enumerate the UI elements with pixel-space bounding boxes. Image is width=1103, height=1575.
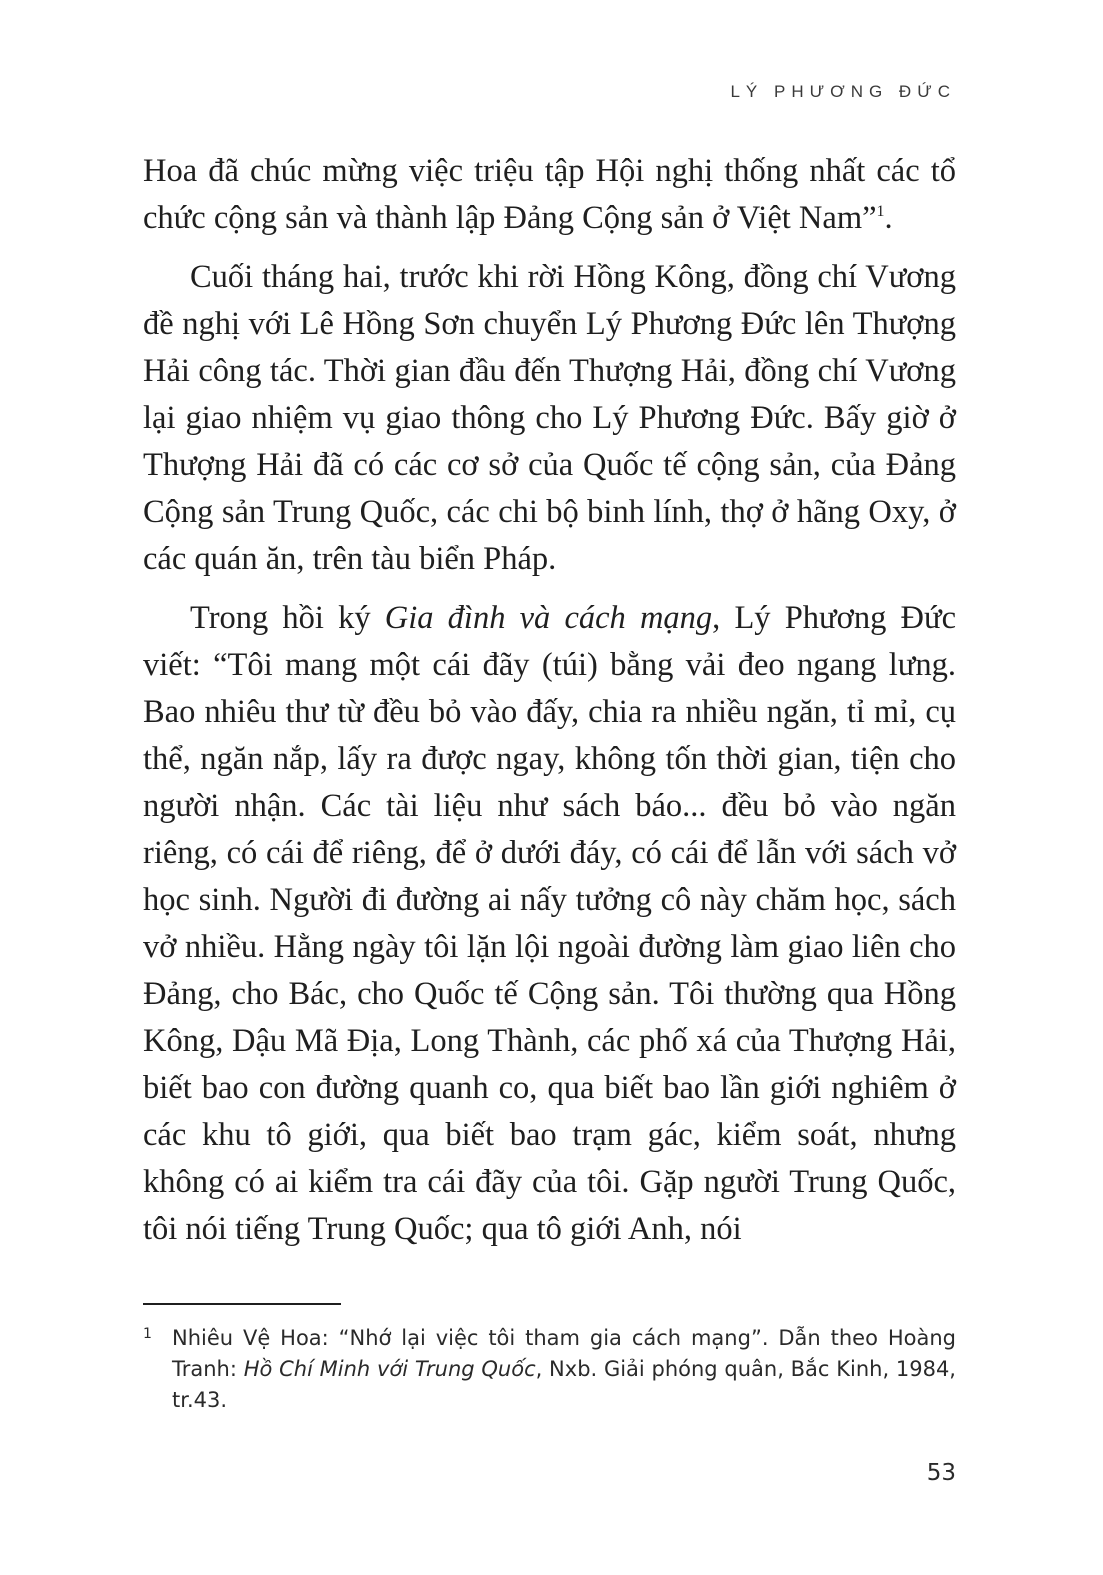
paragraph-2: Cuối tháng hai, trước khi rời Hồng Kông, đồng chí Vương đề nghị với Lê Hồng Sơn chuyển Lý Phương Đức lên Thượng Hải công tác. Thời gian đầu đến Thượng Hải, đồng chí Vương lại giao nhiệm vụ giao thông cho Lý Phương Đức. Bấy giờ ở Thượng Hải đã có các cơ sở của Quốc tế cộng sản, của Đảng Cộng sản Trung Quốc, các chi bộ binh lính, thợ ở hãng Oxy, ở các quán ăn, trên tàu biển Pháp. bbox=[143, 259, 956, 577]
footnote bbox=[143, 1323, 956, 1416]
footnote-book-title: Hồ Chí Minh với Trung Quốc bbox=[243, 1357, 536, 1381]
paragraph-3-start: Trong hồi ký bbox=[190, 600, 385, 636]
memoir-title: Gia đình và cách mạng bbox=[384, 600, 713, 636]
paragraph-1-text: Hoa đã chúc mừng việc triệu tập Hội nghị thống nhất các tổ chức cộng sản và thành lập Đảng Cộng sản ở Việt Nam” bbox=[143, 153, 956, 236]
page-number: 53 bbox=[926, 1460, 956, 1486]
paragraph-1 bbox=[143, 148, 956, 242]
footnote-text-start: Nhiêu Vệ Hoa: “Nhớ lại việc tôi tham gia cách mạng”. Dẫn theo Hoàng Tranh: bbox=[172, 1326, 956, 1381]
paragraph-1-end: . bbox=[884, 200, 893, 236]
paragraph-3-rest: , Lý Phương Đức viết: “Tôi mang một cái đãy (túi) bằng vải đeo ngang lưng. Bao nhiêu thư từ đều bỏ vào đấy, chia ra nhiều ngăn, tỉ mỉ, cụ thể, ngăn nắp, lấy ra được ngay, không tốn thời gian, tiện cho người nhận. Các tài liệu như sách báo... đều bỏ vào ngăn riêng, có cái để riêng, để ở dưới đáy, có cái để lẫn với sách vở học sinh. Người đi đường ai nấy tưởng cô này chăm học, sách vở nhiều. Hằng ngày tôi lặn lội ngoài đường làm giao liên cho Đảng, cho Bác, cho Quốc tế Cộng sản. Tôi thường qua Hồng Kông, Dậu Mã Địa, Long Thành, các phố xá của Thượng Hải, biết bao con đường quanh co, qua biết bao lần giới nghiêm ở các khu tô giới, qua biết bao trạm gác, kiểm soát, nhưng không có ai kiểm tra cái đãy của tôi. Gặp người Trung Quốc, tôi nói tiếng Trung Quốc; qua tô giới Anh, nói bbox=[143, 600, 956, 1247]
footnote-number: 1 bbox=[143, 1326, 152, 1342]
footnote-reference: 1 bbox=[876, 203, 885, 221]
footnote-text bbox=[172, 1323, 956, 1416]
running-header: LÝ PHƯƠNG ĐỨC bbox=[730, 82, 956, 101]
footnote-text-end: , Nxb. Giải phóng quân, Bắc Kinh, 1984, tr.43. bbox=[172, 1357, 956, 1412]
footnote-divider bbox=[143, 1303, 341, 1305]
body-text bbox=[143, 148, 956, 1265]
paragraph-3 bbox=[143, 595, 956, 1253]
